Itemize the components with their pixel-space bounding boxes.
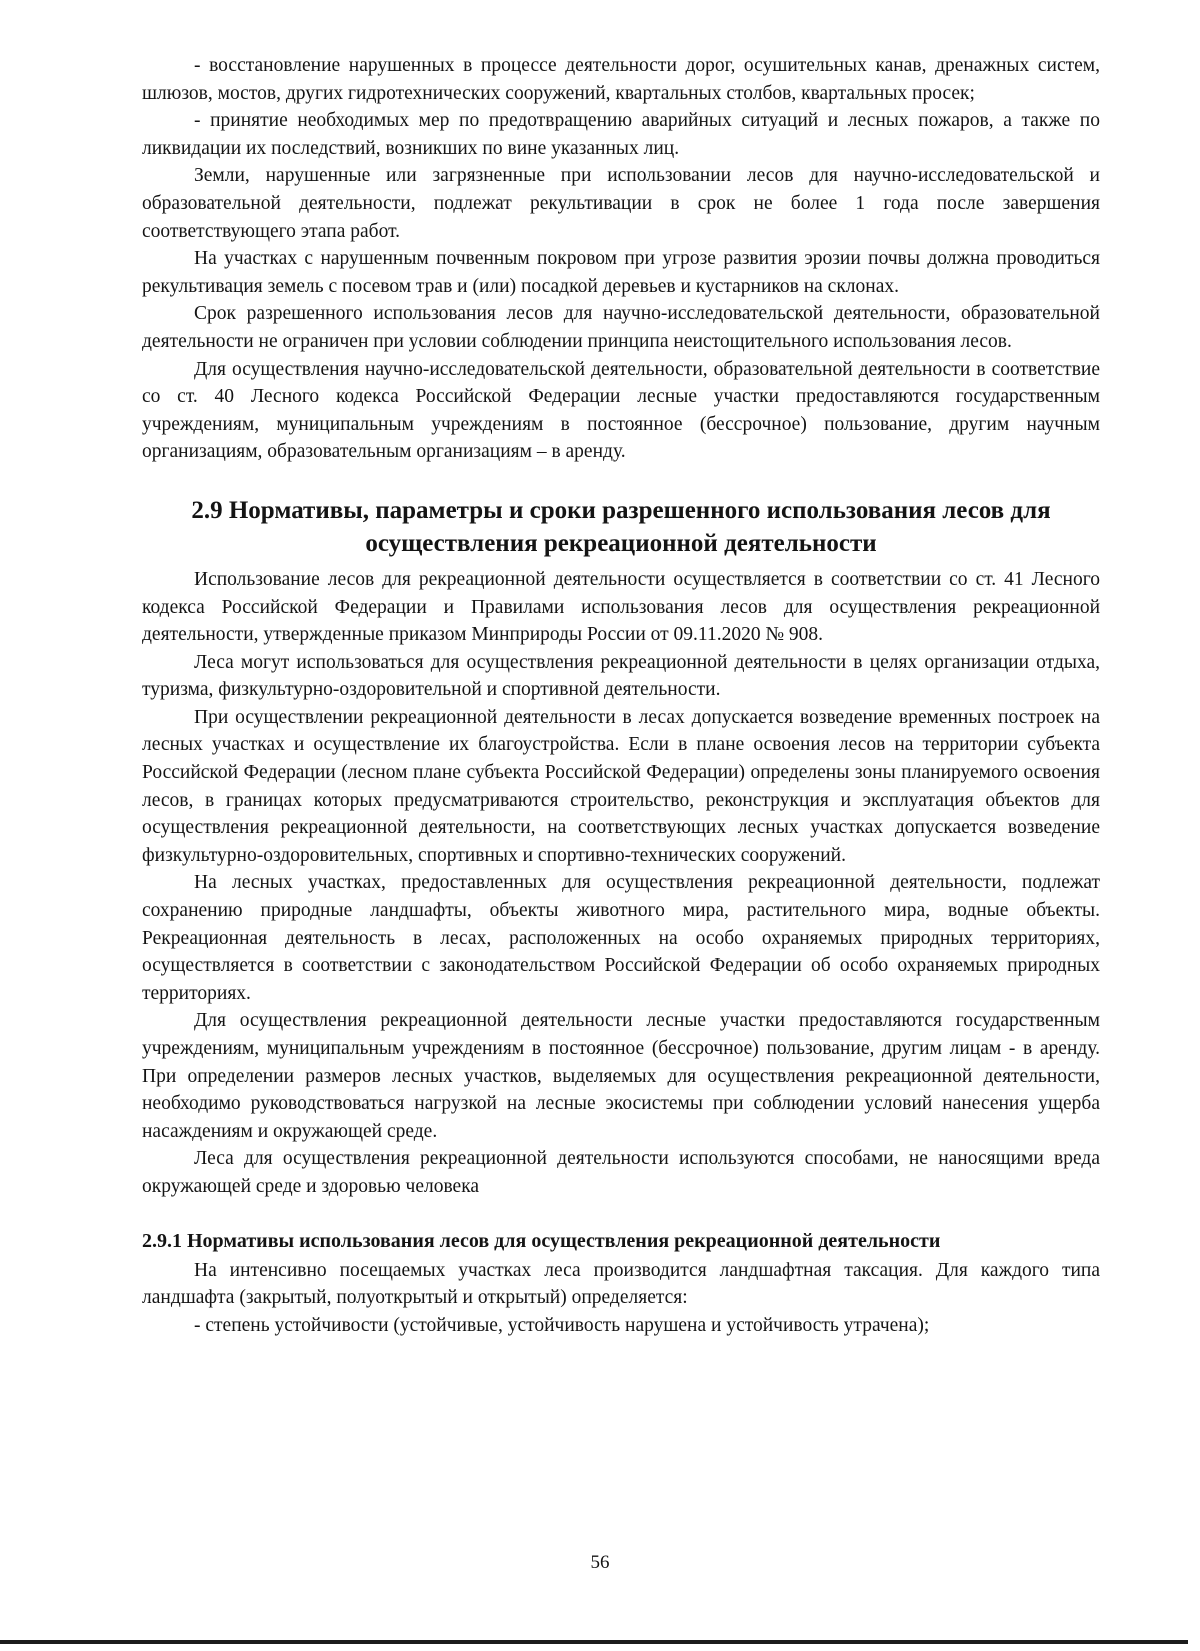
paragraph: - восстановление нарушенных в процессе деятельности дорог, осушительных канав, дренажных систем, шлюзов, мостов, других гидротехнических сооружений, квартальных столбов, квартальных просек; [142, 55, 1100, 104]
page-content [142, 52, 1100, 1339]
paragraph: Леса могут использоваться для осуществления рекреационной деятельности в целях организации отдыха, туризма, физкультурно-оздоровительной и спортивной деятельности. [142, 651, 1100, 701]
paragraph: Для осуществления рекреационной деятельности лесные участки предоставляются государственным учреждениям, муниципальным учреждениям в постоянное (бессрочное) пользование, другим лицам - в аренду. При определении размеров лесных участков, выделяемых для осуществления рекреационной деятельности, необходимо руководствоваться нагрузкой на лесные экосистемы при соблюдении условий нанесения ущерба насаждениям и окружающей среде. [142, 1010, 1100, 1142]
paragraph: На участках с нарушенным почвенным покровом при угрозе развития эрозии почвы должна проводиться рекультивация земель с посевом трав и (или) посадкой деревьев и кустарников на склонах. [142, 248, 1100, 297]
paragraph: Для осуществления научно-исследовательской деятельности, образовательной деятельности в соответствие со ст. 40 Лесного кодекса Российской Федерации лесные участки предоставляются государственным учреждениям, муниципальным учреждениям в постоянное (бессрочное) пользование, другим научным организациям, образовательным организациям – в аренду. [142, 358, 1100, 463]
paragraph: Леса для осуществления рекреационной деятельности используются способами, не наносящими вреда окружающей среде и здоровью человека [142, 1148, 1100, 1197]
paragraph: На лесных участках, предоставленных для осуществления рекреационной деятельности, подлежат сохранению природные ландшафты, объекты животного мира, растительного мира, водные объекты. Рекреационная деятельность в лесах, расположенных на особо охраняемых природных территориях, осуществляется в соответствии с законодательством Российской Федерации об особо охраняемых природных территориях. [142, 872, 1100, 1004]
paragraph: - принятие необходимых мер по предотвращению аварийных ситуаций и лесных пожаров, а также по ликвидации их последствий, возникших по вине указанных лиц. [142, 110, 1100, 159]
bottom-scan-edge [0, 1640, 1188, 1644]
paragraph: Срок разрешенного использования лесов для научно-исследовательской деятельности, образовательной деятельности не ограничен при условии соблюдении принципа неистощительного использования лесов. [142, 303, 1100, 352]
paragraph: - степень устойчивости (устойчивые, устойчивость нарушена и устойчивость утрачена); [194, 1314, 930, 1336]
subsection-heading: 2.9.1 Нормативы использования лесов для осуществления рекреационной деятельности [142, 1229, 941, 1252]
paragraph: Использование лесов для рекреационной деятельности осуществляется в соответствии со ст. 41 Лесного кодекса Российской Федерации и Правилами использования лесов для осуществления рекреационной деятельности, утвержденные приказом Минприроды России от 09.11.2020 № 908. [142, 568, 1100, 646]
paragraph: При осуществлении рекреационной деятельности в лесах допускается возведение временных построек на лесных участках и осуществление их благоустройства. Если в плане освоения лесов на территории субъекта Российской Федерации (лесном плане субъекта Российской Федерации) определены зоны планируемого освоения лесов, в границах которых предусматриваются строительство, реконструкция и эксплуатация объектов для осуществления рекреационной деятельности, на соответствующих лесных участках допускается возведение физкультурно-оздоровительных, спортивных и спортивно-технических сооружений. [142, 706, 1100, 866]
paragraph: Земли, нарушенные или загрязненные при использовании лесов для научно-исследовательской и образовательной деятельности, подлежат рекультивации в срок не более 1 года после завершения соответствующего этапа работ. [142, 165, 1100, 242]
page-number: 56 [590, 1552, 610, 1573]
section-heading: 2.9 Нормативы, параметры и сроки разрешенного использования лесов для осуществления рекреационной деятельности [191, 496, 1051, 557]
paragraph: На интенсивно посещаемых участках леса производится ландшафтная таксация. Для каждого типа ландшафта (закрытый, полуоткрытый и открытый) определяется: [142, 1259, 1100, 1309]
